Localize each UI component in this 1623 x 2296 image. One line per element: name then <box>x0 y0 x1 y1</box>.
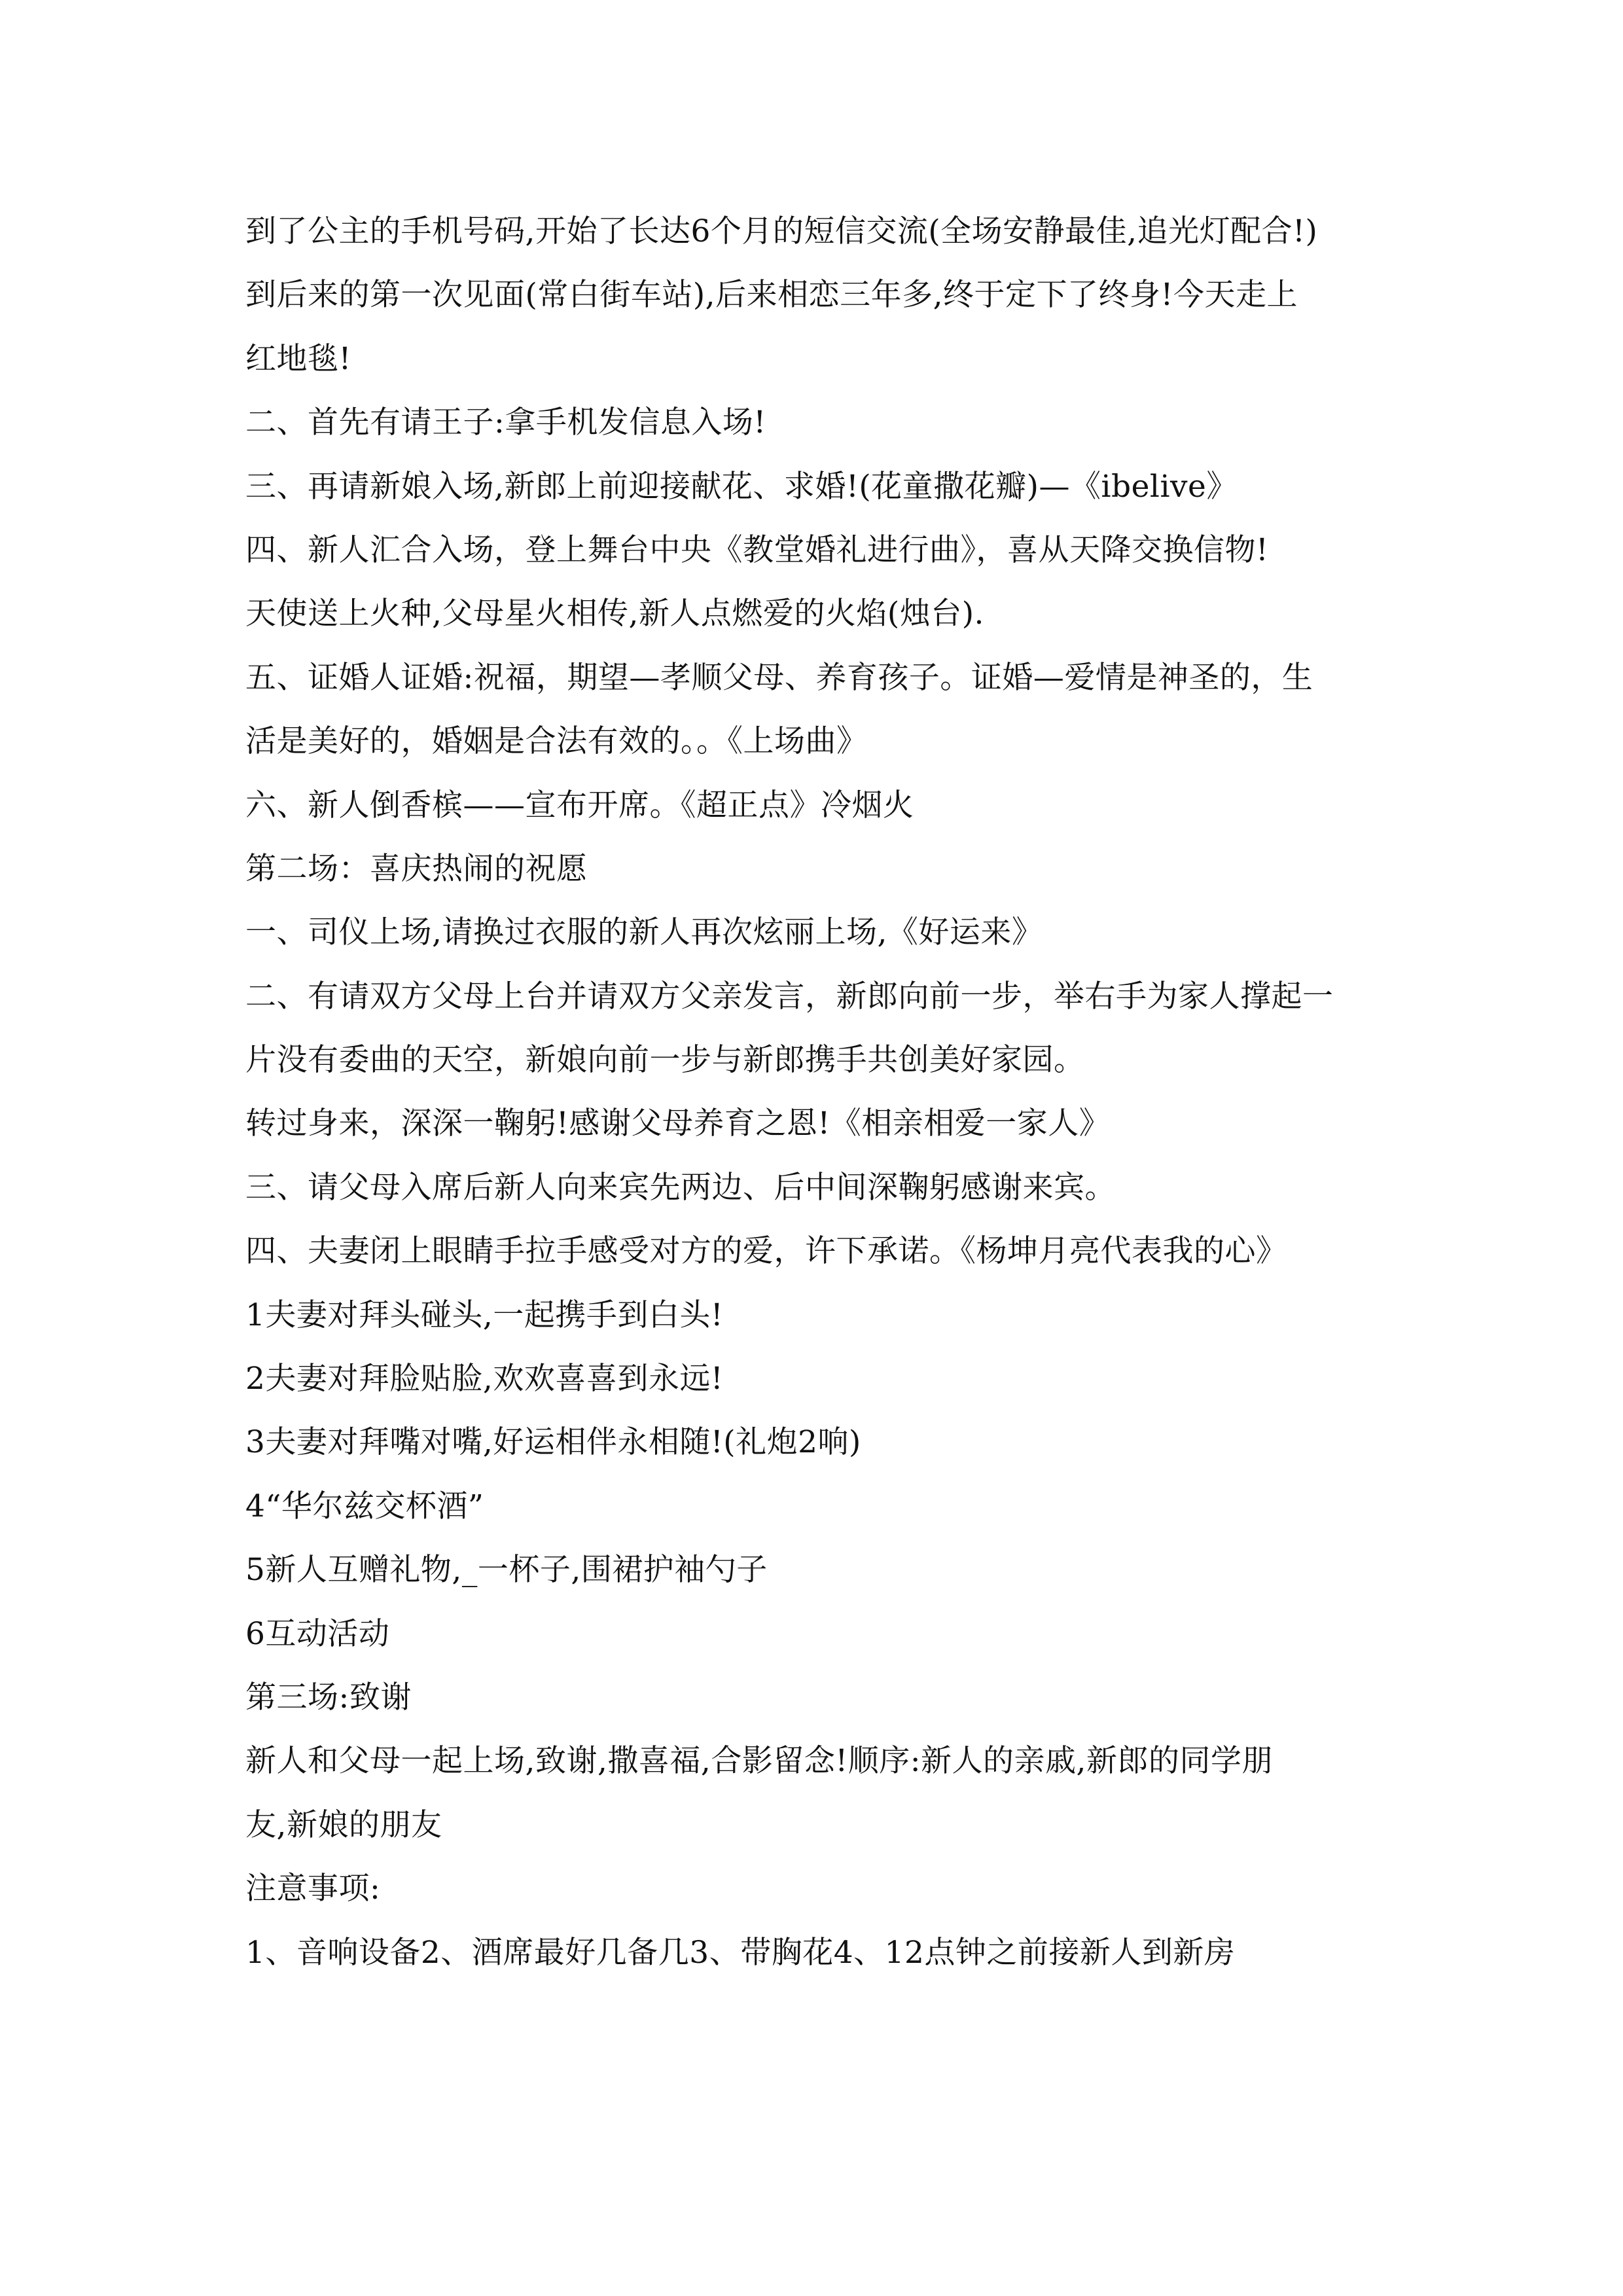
list-item: 1夫妻对拜头碰头,一起携手到白头! <box>245 1297 724 1333</box>
text-line: 三、再请新娘入场,新郎上前迎接献花、求婚!(花童撒花瓣)—《ibelive》 <box>245 468 1238 505</box>
text-line: 到了公主的手机号码,开始了长达6个月的短信交流(全场安静最佳,追光灯配合!) <box>245 213 1318 249</box>
text-line: 活是美好的，婚姻是合法有效的。。《上场曲》 <box>245 723 868 760</box>
list-item: 6互动活动 <box>245 1615 390 1652</box>
text-line: 一、司仪上场,请换过衣服的新人再次炫丽上场,《好运来》 <box>245 914 1043 951</box>
section-heading: 注意事项: <box>245 1871 381 1907</box>
text-line: 二、有请双方父母上台并请双方父亲发言，新郎向前一步，举右手为家人撑起一 <box>245 978 1334 1014</box>
section-heading: 第二场：喜庆热闹的祝愿 <box>245 850 588 887</box>
text-line: 二、首先有请王子:拿手机发信息入场! <box>245 404 766 441</box>
text-line: 友,新娘的朋友 <box>245 1806 442 1843</box>
text-line: 1、音响设备2、酒席最好几备几3、带胸花4、12点钟之前接新人到新房 <box>245 1934 1236 1971</box>
text-line: 五、证婚人证婚:祝福，期望—孝顺父母、养育孩子。证婚—爱情是神圣的，生 <box>245 659 1313 696</box>
text-line: 四、新人汇合入场，登上舞台中央《教堂婚礼进行曲》，喜从天降交换信物! <box>245 531 1269 568</box>
list-item: 4“华尔兹交杯酒” <box>245 1488 484 1524</box>
list-item: 2夫妻对拜脸贴脸,欢欢喜喜到永远! <box>245 1361 724 1397</box>
text-line: 六、新人倒香槟——宣布开席。《超正点》冷烟火 <box>245 787 914 823</box>
text-line: 四、夫妻闭上眼睛手拉手感受对方的爱，许下承诺。《杨坤月亮代表我的心》 <box>245 1233 1287 1270</box>
list-item: 3夫妻对拜嘴对嘴,好运相伴永相随!(礼炮2响) <box>245 1424 861 1461</box>
section-heading: 第三场:致谢 <box>245 1679 412 1715</box>
document-body <box>245 200 1397 1984</box>
list-item: 5新人互赠礼物,_一杯子,围裙护袖勺子 <box>245 1552 768 1588</box>
text-line: 红地毯! <box>245 340 351 377</box>
text-line: 到后来的第一次见面(常白街车站),后来相恋三年多,终于定下了终身!今天走上 <box>245 277 1298 314</box>
text-line: 片没有委曲的天空，新娘向前一步与新郎携手共创美好家园。 <box>245 1042 1085 1079</box>
text-line: 天使送上火种,父母星火相传,新人点燃爱的火焰(烛台). <box>245 596 984 632</box>
text-line: 新人和父母一起上场,致谢,撒喜福,合影留念!顺序:新人的亲戚,新郎的同学朋 <box>245 1743 1273 1780</box>
text-line: 转过身来，深深一鞠躬!感谢父母养育之恩!《相亲相爱一家人》 <box>245 1105 1111 1142</box>
text-line: 三、请父母入席后新人向来宾先两边、后中间深鞠躬感谢来宾。 <box>245 1169 1116 1206</box>
